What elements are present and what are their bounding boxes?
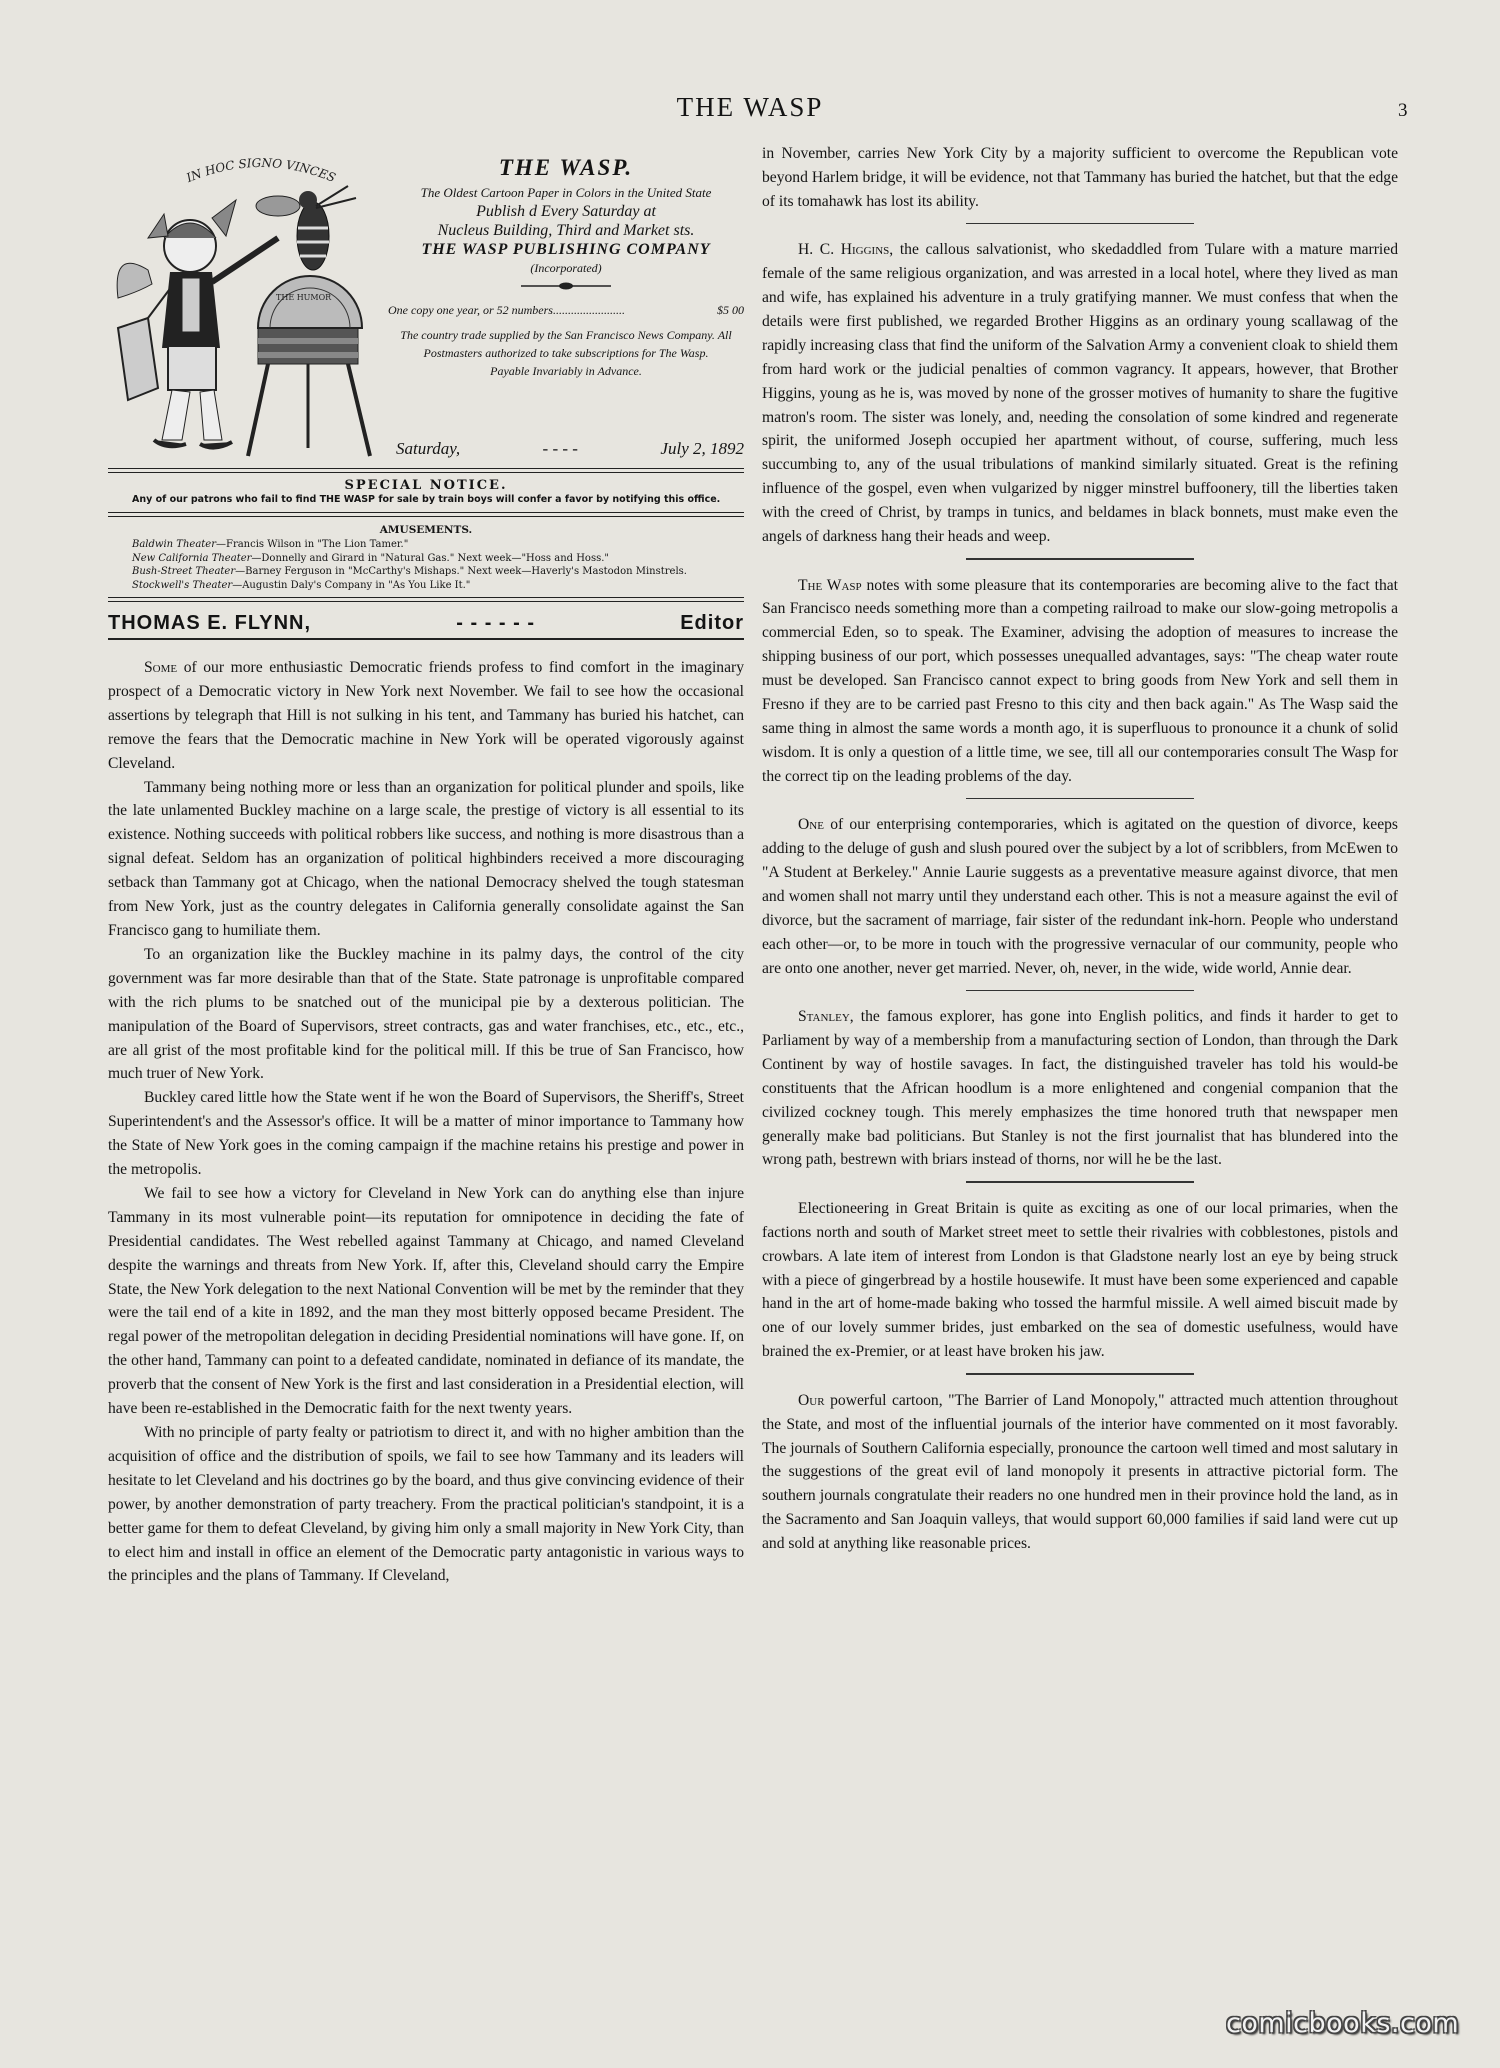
svg-text:IN HOC SIGNO VINCES: IN HOC SIGNO VINCES xyxy=(184,155,338,186)
editor-role: Editor xyxy=(680,612,744,634)
article-paragraph: Tammany being nothing more or less than an organization for political plunder and spoils, like the late unlamented Buckley machine on a large scale, the prestige of victory is all essential to its existence. Nothing succeeds with political robbers like success, and nothing is more disastrous than a signal defeat. Seldom has an organization of political highbinders received a more discouraging setback than Tammany got at Chicago, when the national Democracy shelved the tough statesman from New York, just as the country delegates in California generally consolidate against the San Francisco gang to humiliate them. xyxy=(108,778,744,939)
masthead-company: THE WASP PUBLISHING COMPANY xyxy=(421,241,711,258)
watermark: comicbooks.com xyxy=(1226,2008,1460,2039)
article-paragraph: Our powerful cartoon, "The Barrier of Land Monopoly," attracted much attention throughout the State, and most of the influential journals of the interior have commented on it most favorably. The journals of Southern California especially, pronounce the cartoon well timed and most salutary in the suggestions of the great evil of land monopoly it presents in attractive pictorial form. The southern journals congratulate their readers no one hundred men in their province hold the land, as in the Sacramento and San Joaquin valleys, that would support 60,000 families if said land were cut up and sold at anything like reasonable prices. xyxy=(762,1391,1398,1553)
issue-date-line xyxy=(396,439,744,459)
special-notice-text: Any of our patrons who fail to find THE WASP for sale by train boys will confer a favor by notifying this office. xyxy=(132,494,721,505)
paragraph-separator xyxy=(966,798,1194,800)
amusement-item: New California Theater—Donnelly and Girard in "Natural Gas." Next week—"Hoss and Hoss." xyxy=(132,552,609,564)
editor-line xyxy=(108,612,744,638)
svg-text:THE HUMOR: THE HUMOR xyxy=(276,293,332,302)
amusements-list xyxy=(108,539,744,592)
amusement-item: Baldwin Theater—Francis Wilson in "The Lion Tamer." xyxy=(132,539,409,550)
paragraph-separator xyxy=(966,990,1194,992)
left-column xyxy=(108,150,744,1588)
article-paragraph: One of our enterprising contemporaries, which is agitated on the question of divorce, keeps adding to the deluge of gush and slush poured over the subject by a lot of scribblers, from McEwen to "A Student at Berkeley." Annie Laurie suggests as a preventative measure against divorce, that men and women shall not marry until they understand each other. This is not a measure against the evil of divorce, but the sacrament of marriage, fair sister of the redundant ink-horn. People who understand each other—or, to be more in touch with the progressive vernacular of our community, people who are onto one another, never get married. Never, oh, never, in the wide, wide world, Annie dear. xyxy=(762,816,1398,977)
special-notice-title: SPECIAL NOTICE. xyxy=(344,478,508,493)
article-paragraph: Buckley cared little how the State went if he won the Board of Supervisors, the Sheriff's, Street Superintendent's and the Assessor's office. It will be a matter of minor importance to Tammany how the State of New York goes in the coming campaign if the machine retains his prestige and power in the metropolis. xyxy=(108,1089,744,1179)
paragraph-separator xyxy=(966,223,1194,225)
amusements-title: AMUSEMENTS. xyxy=(379,524,473,536)
issue-dashes: - - - - xyxy=(542,439,578,458)
masthead-incorporated: (Incorporated) xyxy=(530,261,602,275)
masthead-text xyxy=(388,155,744,380)
editor-name: THOMAS E. FLYNN, xyxy=(108,612,312,634)
masthead-line-3: Nucleus Building, Third and Market sts. xyxy=(437,222,695,239)
trade-note: The country trade supplied by the San Francisco News Company. All Postmasters authorized to take subscriptions for The Wasp. xyxy=(400,328,732,360)
article-paragraph: The Wasp notes with some pleasure that its contemporaries are becoming alive to the fact that San Francisco needs something more than a competing railroad to make our slow-going metropolis a commercial Eden, so to speak. The Examiner, advising the adoption of measures to increase the shipping business of our port, which possesses unequalled advantages, says: "The cheap water route must be developed. San Francisco cannot expect to bring goods from New York and sell them in Fresno if they are to be carried past Fresno to this city and then back again." As The Wasp said the same thing in almost the same words a month ago, it is superfluous to pronounce it a chunk of solid wisdom. It is only a question of a little time, we see, till all our contemporaries consult The Wasp for the correct tip on the leading problems of the day. xyxy=(762,576,1398,785)
paragraph-separator xyxy=(966,1373,1194,1375)
masthead-line-1: The Oldest Cartoon Paper in Colors in the United State xyxy=(420,185,712,200)
notice-rule xyxy=(108,512,744,517)
running-head: THE WASP xyxy=(676,92,824,122)
article-paragraph: To an organization like the Buckley machine in its palmy days, the control of the city government was far more desirable than that of the State. State patronage is unprofitable compared with the rich plums to be snatched out of the municipal pie by a dexterous politician. The manipulation of the Board of Supervisors, street contracts, gas and water franchises, etc., etc., etc., are all grist of the most profitable kind for the political mill. If this be true of San Francisco, how much truer of New York. xyxy=(108,945,744,1083)
article-paragraph: H. C. Higgins, the callous salvationist, who skedaddled from Tulare with a mature married female of the same religious organization, and was arrested in a local hotel, where they lived as man and wife, has explained his adventure in a truly gratifying manner. We must confess that when the details were first published, we regarded Brother Higgins as an ordinary young scallawag of the rapidly increasing class that find the uniform of the Salvation Army a convenient cloak to shield them from hard work or the judicial penalties of common vagrancy. It appears, however, that Brother Higgins, young as he is, was moved by none of the grosser motives of humanity to share the fugitive matron's room. The sister was lonely, and, needing the consolation of some kindred and regenerate spirit, the uniformed Joseph occupied her apartment without, of course, suffering, much less succumbing to, any of the usual tribulations of mankind similarly situated. Great is the refining influence of the gospel, even when vulgarized by nigger minstrel buffoonery, till the liberties taken with the creed of Christ, by tramps in tunics, and beldames in black bonnets, must make even the angels of darkness hang their heads and weep. xyxy=(762,241,1398,546)
masthead-title: THE WASP. xyxy=(498,155,634,180)
paragraph-separator xyxy=(966,558,1194,560)
subscription-label: One copy one year, or 52 numbers........................ xyxy=(388,303,625,317)
paragraph-separator xyxy=(966,1181,1194,1183)
article-paragraph: With no principle of party fealty or patriotism to direct it, and with no higher ambition than the acquisition of office and the distribution of spoils, we fail to see how Tammany and its leaders will hesitate to let Cleveland and his doctrines go by the board, and thus give convincing evidence of their power, by another demonstration of party treachery. From the practical politician's standpoint, it is a better game for them to defeat Cleveland, by giving him only a small majority in New York City, than to elect him and install in office an element of the Democratic party antagonistic in various ways to the principles and the plans of Tammany. If Cleveland, xyxy=(108,1424,744,1585)
ornament-divider xyxy=(521,282,611,290)
article-paragraph: Electioneering in Great Britain is quite as exciting as one of our local primaries, when the factions north and south of Market street meet to settle their rivalries with cobblestones, pistols and crowbars. A late item of interest from London is that Gladstone nearly lost an eye by being struck with a piece of gingerbread by a hostile housewife. It must have been some experienced and capable hand in the art of home-made baking who tossed the harmful missile. A well aimed biscuit made by one of our lovely summer brides, just embarked on the sea of domestic usefulness, would have brained the ex-Premier, or at least have broken his jaw. xyxy=(762,1199,1398,1361)
subscription-price: $5 00 xyxy=(717,303,744,317)
payable-note: Payable Invariably in Advance. xyxy=(490,364,642,378)
issue-date: July 2, 1892 xyxy=(660,439,744,458)
masthead xyxy=(108,150,744,468)
masthead-line-2: Publish d Every Saturday at xyxy=(476,203,656,220)
editorial-left xyxy=(108,656,744,1588)
amusement-item: Bush-Street Theater—Barney Ferguson in "McCarthy's Mishaps." Next week—Haverly's Mastodon Minstrels. xyxy=(132,566,687,577)
article-paragraph: We fail to see how a victory for Cleveland in New York can do anything else than injure Tammany in its most vulnerable point—its reputation for omnipotence in deciding the fate of Presidential candidates. The West rebelled against Tammany at Chicago, and named Cleveland despite the warnings and threats from New York. If, after this, Cleveland should carry the Empire State, the New York delegation to the next National Convention will be met by the reminder that they were the tail end of a kite in 1892, and the man they most bitterly opposed became President. The regal power of the metropolitan delegation in deciding Presidential nominations will have gone. If, on the other hand, Tammany can point to a defeated candidate, nominated in defiance of its mandate, the proverb that the consent of New York is the first and last consideration in a Presidential election, will have been re-established in the Democratic faith for the next twenty years. xyxy=(108,1184,744,1418)
amusement-item: Stockwell's Theater—Augustin Daly's Company in "As You Like It." xyxy=(132,579,471,591)
editor-rule xyxy=(108,638,744,640)
editor-dashes: - - - - - - xyxy=(456,612,536,634)
masthead-rule xyxy=(108,468,744,473)
issue-day: Saturday, xyxy=(396,439,461,458)
page-number: 3 xyxy=(1398,100,1408,121)
right-column xyxy=(762,142,1398,1556)
wasp-boy-emblem xyxy=(108,178,376,460)
article-paragraph: Stanley, the famous explorer, has gone into English politics, and finds it harder to get to Parliament by way of a membership from a manufacturing section of London, than through the Dark Continent by way of hostile savages. In fact, the distinguished traveler has told his would-be constituents that the African hoodlum is a more enlightened and congenial companion that the civilized cockney tough. This merely emphasizes the time honored truth that newspaper men generally make bad politicians. But Stanley is not the first journalist that has blundered into the wrong path, bestrewn with briars instead of thorns, nor will he be the last. xyxy=(762,1008,1398,1169)
amusements-rule xyxy=(108,597,744,602)
article-paragraph: in November, carries New York City by a majority sufficient to overcome the Republican vote beyond Harlem bridge, it will be evidence, not that Tammany has buried the hatchet, but that the edge of its tomahawk has lost its ability. xyxy=(762,145,1398,210)
subscription-line xyxy=(388,301,744,320)
article-paragraph: Some of our more enthusiastic Democratic friends profess to find comfort in the imaginary prospect of a Democratic victory in New York next November. We fail to see how the occasional assertions by telegraph that Hill is not sulking in his tent, and Tammany has buried his hatchet, can remove the fears that the Democratic machine in New York will be operated vigorously against Cleveland. xyxy=(108,659,744,772)
